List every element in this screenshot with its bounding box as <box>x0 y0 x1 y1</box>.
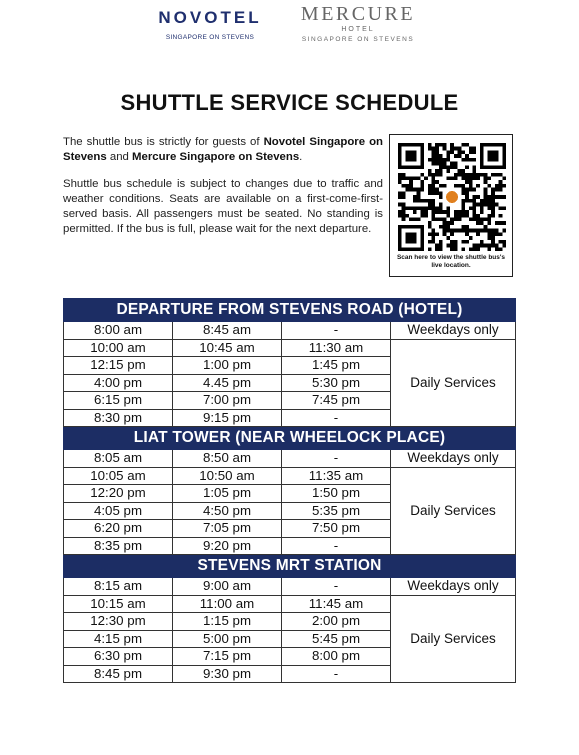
time-cell: 8:35 pm <box>64 537 173 555</box>
shuttle-schedule-table <box>63 298 516 683</box>
intro-text-part: and <box>106 151 133 163</box>
time-cell: 6:15 pm <box>64 392 173 410</box>
time-cell: 11:35 am <box>282 467 391 485</box>
table-row <box>64 339 516 357</box>
table-row <box>64 578 516 596</box>
time-cell: 6:20 pm <box>64 520 173 538</box>
qr-caption: Scan here to view the shuttle bus's live location. <box>396 254 506 269</box>
table-row <box>64 595 516 613</box>
time-cell: 8:45 pm <box>64 665 173 683</box>
mercure-name: Mercure Singapore on Stevens <box>132 151 300 163</box>
time-cell: 5:30 pm <box>282 374 391 392</box>
mercure-logo-hotel: HOTEL <box>341 26 375 33</box>
time-cell: 7:50 pm <box>282 520 391 538</box>
daily-services-note: Daily Services <box>391 595 516 683</box>
qr-panel <box>389 134 513 277</box>
time-cell: 10:45 am <box>173 339 282 357</box>
time-cell: 8:15 am <box>64 578 173 596</box>
time-cell: 7:15 pm <box>173 648 282 666</box>
time-cell: 12:30 pm <box>64 613 173 631</box>
time-cell: 12:20 pm <box>64 485 173 503</box>
time-cell: 8:45 am <box>173 322 282 340</box>
section-header: STEVENS MRT STATION <box>64 555 516 578</box>
time-cell: 4:00 pm <box>64 374 173 392</box>
time-cell: - <box>282 409 391 427</box>
daily-services-note: Daily Services <box>391 339 516 427</box>
time-cell: 9:15 pm <box>173 409 282 427</box>
time-cell: 8:30 pm <box>64 409 173 427</box>
section-header: LIAT TOWER (NEAR WHEELOCK PLACE) <box>64 427 516 450</box>
intro-text-part: The shuttle bus is strictly for guests of <box>63 136 264 148</box>
mercure-logo-name: MERCURE <box>300 3 416 25</box>
time-cell: 5:00 pm <box>173 630 282 648</box>
novotel-logo-name: NOVOTEL <box>158 8 262 27</box>
time-cell: 10:05 am <box>64 467 173 485</box>
time-cell: - <box>282 665 391 683</box>
novotel-logo <box>150 8 270 41</box>
time-cell: 4:15 pm <box>64 630 173 648</box>
time-cell: 11:45 am <box>282 595 391 613</box>
time-cell: 10:50 am <box>173 467 282 485</box>
time-cell: 1:15 pm <box>173 613 282 631</box>
weekdays-only-note: Weekdays only <box>391 322 516 340</box>
time-cell: 11:00 am <box>173 595 282 613</box>
daily-services-note: Daily Services <box>391 467 516 555</box>
mercure-logo <box>296 3 420 43</box>
mercure-logo-subtitle: SINGAPORE ON STEVENS <box>301 36 415 43</box>
time-cell: 9:30 pm <box>173 665 282 683</box>
time-cell: 8:05 am <box>64 450 173 468</box>
time-cell: 1:45 pm <box>282 357 391 375</box>
qr-code-icon[interactable] <box>398 143 506 251</box>
time-cell: 6:30 pm <box>64 648 173 666</box>
time-cell: 4:05 pm <box>64 502 173 520</box>
table-row <box>64 322 516 340</box>
time-cell: 1:05 pm <box>173 485 282 503</box>
time-cell: 4.45 pm <box>173 374 282 392</box>
time-cell: 8:00 pm <box>282 648 391 666</box>
time-cell: 12:15 pm <box>64 357 173 375</box>
intro-text-part: . <box>299 151 303 163</box>
intro-text <box>63 135 383 249</box>
time-cell: 8:50 am <box>173 450 282 468</box>
time-cell: - <box>282 537 391 555</box>
page-title: SHUTTLE SERVICE SCHEDULE <box>120 90 459 115</box>
time-cell: - <box>282 450 391 468</box>
section-header: DEPARTURE FROM STEVENS ROAD (HOTEL) <box>64 299 516 322</box>
time-cell: 4:50 pm <box>173 502 282 520</box>
time-cell: - <box>282 578 391 596</box>
weekdays-only-note: Weekdays only <box>391 578 516 596</box>
intro-paragraph-policy: Shuttle bus schedule is subject to changes due to traffic and weather conditions. Seats are available on a first-come-first-served basis. All passengers must be seated. No standing is permitted. If the bus is full, please wait for the next departure. <box>63 178 383 235</box>
novotel-logo-subtitle: SINGAPORE ON STEVENS <box>165 34 255 41</box>
novotel-name: Novotel Singapore on Stevens <box>63 136 384 163</box>
time-cell: 7:45 pm <box>282 392 391 410</box>
time-cell: 11:30 am <box>282 339 391 357</box>
time-cell: 1:50 pm <box>282 485 391 503</box>
table-row <box>64 467 516 485</box>
time-cell: - <box>282 322 391 340</box>
time-cell: 8:00 am <box>64 322 173 340</box>
time-cell: 2:00 pm <box>282 613 391 631</box>
intro-paragraph-guests <box>63 135 383 165</box>
table-row <box>64 450 516 468</box>
time-cell: 7:05 pm <box>173 520 282 538</box>
time-cell: 10:15 am <box>64 595 173 613</box>
weekdays-only-note: Weekdays only <box>391 450 516 468</box>
time-cell: 9:00 am <box>173 578 282 596</box>
time-cell: 1:00 pm <box>173 357 282 375</box>
time-cell: 5:35 pm <box>282 502 391 520</box>
time-cell: 9:20 pm <box>173 537 282 555</box>
time-cell: 5:45 pm <box>282 630 391 648</box>
time-cell: 10:00 am <box>64 339 173 357</box>
time-cell: 7:00 pm <box>173 392 282 410</box>
